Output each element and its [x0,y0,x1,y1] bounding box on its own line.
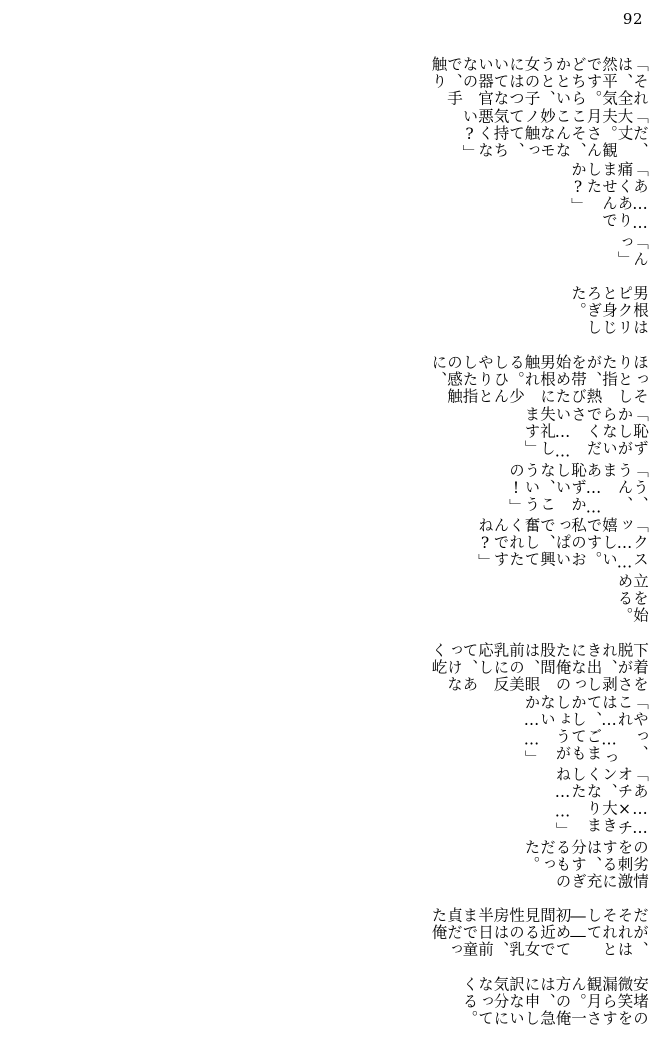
text-column: 「う、うん、まあ……恥ずかしいな、こういうの!」 [507,461,649,518]
text-column: 「だ、大丈夫。観月さんこそ、こんな妙なモノ触ってて、気持ち悪くない?」 [460,107,649,161]
text-column: 男根はピクリと身じろぎした。 [569,285,649,337]
text-column: ほっそりとした指が、熱を帯び始めた男根に触れる。少しひんやりとした指の感触に、 [429,354,649,405]
page-number: 92 [622,10,643,28]
text-column: 「あ……オチ×チン、大きくなりましたね……」 [553,766,649,839]
text-column: 安堵の微笑を漏らす観月さん。一方の俺は、急に申し訳ない気分になってくる。 [460,976,649,1027]
page-text-body [26,56,647,1028]
text-column: 「それは、全然平気です。どちらかというと、女の子にはついてない器官なので、手触り [429,56,649,107]
text-column: 「恥ずかしがらないでください……失礼します」 [522,405,649,462]
text-column: 「あ……痛くありませんでしたか?」 [569,160,649,234]
text-column: だが、それはそれとして――初めて間近で見る女性の乳房は、半日前まで童貞だった俺 [429,907,649,959]
text-column: 「やっ、これは……って、ごまかしてもしょうがないか……」 [522,693,649,767]
text-column: 「んっ」 [615,233,649,268]
text-column: の劣情を刺激するには、充分すぎるものだった。 [522,838,649,890]
text-column: 「クスッ……嬉しいです。私のおっぱいで、興奮してくれたんですね?」 [476,517,649,573]
text-column: 立を始める。 [615,572,649,624]
text-column: 下着を脱がされ、剥き出しになった俺の股間は、眼前の美乳に反応して、あっけなく屹 [429,641,649,693]
